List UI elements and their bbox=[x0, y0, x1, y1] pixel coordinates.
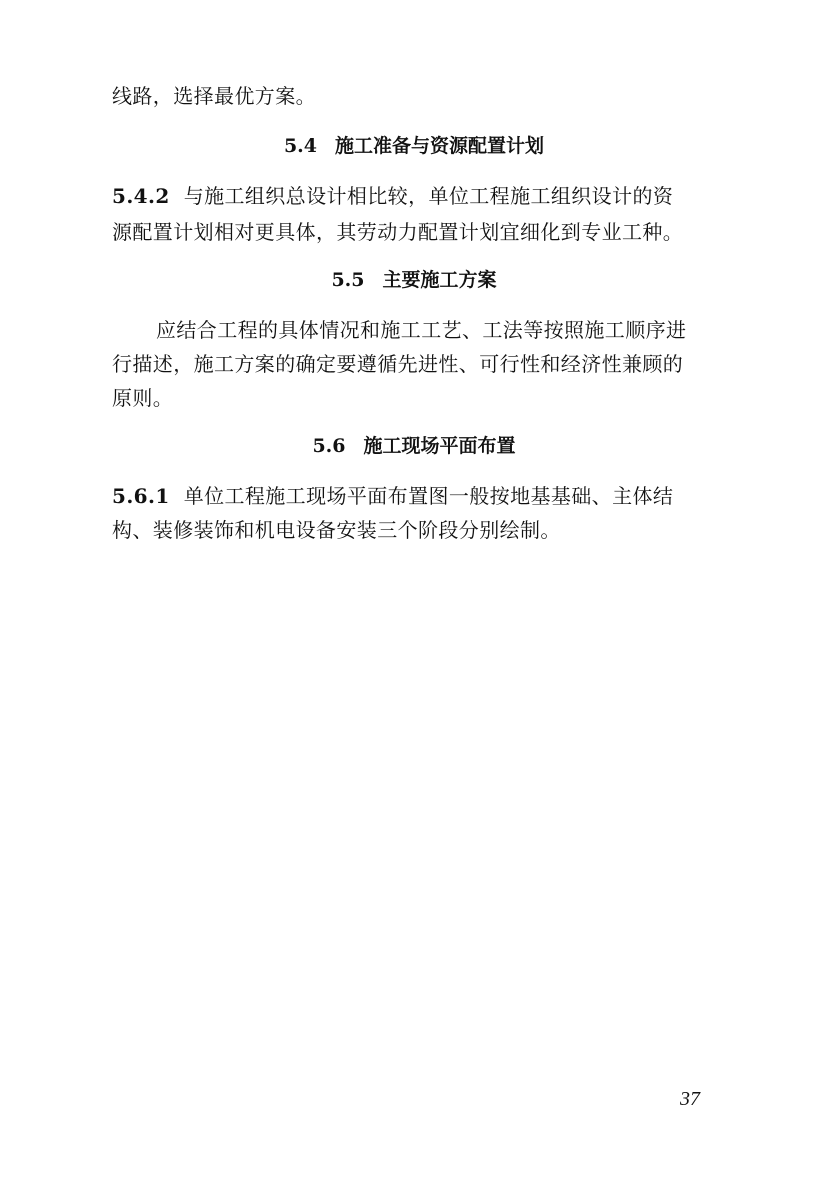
section-title: 施工准备与资源配置计划 bbox=[335, 135, 545, 157]
section-heading-5-6 bbox=[0, 432, 828, 460]
clause-number: 5.6.1 bbox=[112, 484, 170, 508]
section-number: 5.4 bbox=[283, 135, 318, 157]
section-number: 5.5 bbox=[331, 269, 365, 291]
section-title: 主要施工方案 bbox=[382, 269, 497, 291]
section-title: 施工现场平面布置 bbox=[363, 435, 516, 457]
section-heading-5-5 bbox=[0, 266, 828, 294]
clause-5-4-2-line-1: 5.4.2 与施工组织总设计相比较，单位工程施工组织设计的资 bbox=[112, 184, 674, 208]
clause-5-4-2-line-2: 源配置计划相对更具体，其劳动力配置计划宜细化到专业工种。 bbox=[112, 220, 684, 244]
section-number: 5.6 bbox=[312, 435, 346, 457]
page-number: 37 bbox=[680, 1088, 700, 1110]
clause-5-6-1-line-2: 构、装修装饰和机电设备安装三个阶段分别绘制。 bbox=[112, 518, 561, 542]
intro-text-line: 线路，选择最优方案。 bbox=[112, 84, 316, 108]
clause-5-6-1-line-1: 5.6.1 单位工程施工现场平面布置图一般按地基基础、主体结 bbox=[112, 484, 674, 508]
para-5-5-line-3: 原则。 bbox=[112, 386, 174, 410]
clause-number: 5.4.2 bbox=[112, 184, 170, 208]
para-5-5-line-1: 应结合工程的具体情况和施工工艺、工法等按照施工顺序进 bbox=[156, 318, 687, 342]
section-heading-5-4 bbox=[0, 132, 828, 160]
para-5-5-line-2: 行描述，施工方案的确定要遵循先进性、可行性和经济性兼顾的 bbox=[112, 352, 684, 376]
